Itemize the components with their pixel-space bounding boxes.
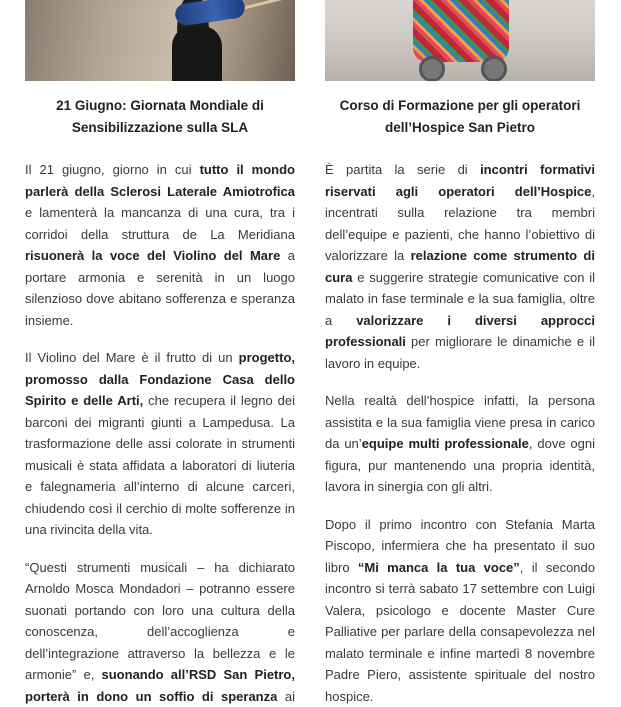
text-line [25, 412, 295, 434]
text-line [325, 159, 595, 181]
bold-text: riservati agli operatori dell’Hospice [325, 184, 591, 199]
text-line [25, 224, 295, 246]
text-line [25, 310, 295, 332]
text: e lamenterà la mancanza di una cura, tra i [25, 205, 295, 220]
title-line: Corso di Formazione per gli operatori [325, 95, 595, 117]
text: che recupera il legno dei [143, 393, 295, 408]
text: insieme. [25, 313, 73, 328]
text-line [25, 202, 295, 224]
text: libro [325, 560, 358, 575]
text: , il secondo [520, 560, 595, 575]
text: Palliative per parlare della consapevolezza nel [325, 624, 595, 639]
text-line [325, 557, 595, 579]
text-line [325, 433, 595, 455]
text: lavoro in equipe. [325, 356, 420, 371]
paragraph [25, 347, 295, 541]
text: malato in fase terminale e la sua famiglia, oltre [325, 291, 595, 306]
text-line [325, 267, 595, 289]
text: ai [277, 689, 295, 704]
text: Dopo il primo incontro con Stefania Marta [325, 517, 595, 532]
text-line [325, 245, 595, 267]
text: Padre Piero, assistente spirituale del nostro [325, 667, 595, 682]
title-line: dell’Hospice San Pietro [325, 117, 595, 139]
title-line: Sensibilizzazione sulla SLA [25, 117, 295, 139]
text-line [25, 498, 295, 520]
text: Valera, psicologo e docente Master Cure [325, 603, 595, 618]
bold-text: professionali [325, 334, 406, 349]
text: e suggerire strategie comunicative con il [352, 270, 595, 285]
paragraph [325, 159, 595, 374]
text-line [25, 245, 295, 267]
text: Il Violino del Mare è il frutto di un [25, 350, 239, 365]
text-line [25, 369, 295, 391]
text: incentrati sulla relazione tra membri [325, 205, 595, 220]
text: Il 21 giugno, giorno in cui [25, 162, 200, 177]
text-line [25, 288, 295, 310]
bold-text: suonando all’RSD San Pietro, [102, 667, 295, 682]
text-line [325, 331, 595, 353]
bold-text: incontri formativi [480, 162, 595, 177]
bold-text: relazione come strumento di [411, 248, 595, 263]
bold-text: cura [325, 270, 352, 285]
text: malato terminale e infine martedì 8 novembre [325, 646, 595, 661]
bold-text: Spirito e delle Arti, [25, 393, 143, 408]
article-right [325, 0, 595, 707]
text: suonati portando con loro una cultura della [25, 603, 295, 618]
text-line [25, 686, 295, 707]
text-line [25, 181, 295, 203]
bold-text: valorizzare i diversi approcci [356, 313, 595, 328]
text: silenzioso dove abitano sofferenza e speranza [25, 291, 295, 306]
text: È partita la serie di [325, 162, 480, 177]
text-line [325, 202, 595, 224]
bold-text: “Mi manca la tua voce” [358, 560, 520, 575]
text: armonie” e, [25, 667, 102, 682]
title-line: 21 Giugno: Giornata Mondiale di [25, 95, 295, 117]
text-line [25, 600, 295, 622]
violin-shape [174, 0, 246, 27]
text-line [25, 433, 295, 455]
text: assistita e la sua famiglia viene presa in carico [325, 415, 595, 430]
text: , [591, 184, 595, 199]
paragraph [325, 390, 595, 498]
text: incontro si terrà sabato 17 settembre con Luigi [325, 581, 595, 596]
text: Piscopo, infermiera che ha presentato il suo [325, 538, 595, 553]
text-line [25, 621, 295, 643]
text: una rivincita della vita. [25, 522, 153, 537]
text-line [325, 181, 595, 203]
text: Arnoldo Mosca Mondadori – potranno essere [25, 581, 295, 596]
text: e falegnameria all’interno di alcune carceri, [25, 479, 295, 494]
bold-text: progetto, [239, 350, 295, 365]
text: da un’ [325, 436, 362, 451]
text-line [25, 578, 295, 600]
text-line [325, 310, 595, 332]
text-line [325, 535, 595, 557]
violin-performance-photo[interactable] [25, 0, 295, 81]
text: lavora in sinergia con gli altri. [325, 479, 493, 494]
text-line [25, 159, 295, 181]
text-line [325, 288, 595, 310]
text: trasformazione delle assi colorate in strumenti [25, 436, 295, 451]
text-line [25, 519, 295, 541]
text-line [325, 390, 595, 412]
text-line [25, 643, 295, 665]
text: dell’integrazione attraverso la bellezza e le [25, 646, 295, 661]
text-line [325, 476, 595, 498]
text-line [25, 390, 295, 412]
bold-text: promosso dalla Fondazione Casa dello [25, 372, 295, 387]
text: portare armonia e serenità in un luogo [25, 270, 295, 285]
text: corridoi della struttura de La Meridiana [25, 227, 295, 242]
text: chiudendo così il cerchio di molte sofferenze in [25, 501, 295, 516]
bold-text: parlerà della Sclerosi Laterale Amiotrofica [25, 184, 295, 199]
bold-text: equipe multi professionale [362, 436, 529, 451]
text-line [325, 600, 595, 622]
bold-text: risuonerà la voce del Violino del Mare [25, 248, 280, 263]
text: musicali è stata affidata a laboratori di liuteria [25, 458, 295, 473]
text: barconi dei migranti giunti a Lampedusa. La [25, 415, 295, 430]
text: Nella realtà dell’hospice infatti, la persona [325, 393, 595, 408]
performer-shape [172, 26, 222, 81]
paragraph [25, 557, 295, 707]
text-line [325, 621, 595, 643]
colorful-art-installation-photo[interactable] [325, 0, 595, 81]
text: per migliorare le dinamiche e il [406, 334, 595, 349]
text-line [325, 224, 595, 246]
text: hospice. [325, 689, 373, 704]
text: dell’equipe e pazienti, che hanno l’obiettivo di [325, 227, 595, 242]
text-line [25, 476, 295, 498]
text: , dove ogni [529, 436, 595, 451]
text-line [25, 557, 295, 579]
bold-text: porterà in dono un soffio di speranza [25, 689, 277, 704]
article-title-sla[interactable] [25, 95, 295, 143]
text: valorizzare la [325, 248, 411, 263]
text: figura, pur mantenendo una propria identità, [325, 458, 595, 473]
text: a [280, 248, 295, 263]
wheel-shape [481, 56, 507, 81]
text-line [325, 412, 595, 434]
knitted-sculpture-shape [413, 0, 509, 62]
text-line [25, 267, 295, 289]
article-left [25, 0, 295, 707]
text-line [325, 578, 595, 600]
text: a [325, 313, 356, 328]
wheel-shape [419, 56, 445, 81]
text-line [25, 347, 295, 369]
paragraph [325, 514, 595, 707]
text-line [25, 455, 295, 477]
article-title-hospice[interactable] [325, 95, 595, 143]
bold-text: tutto il mondo [200, 162, 295, 177]
text: conoscenza, dell’accoglienza e [25, 624, 295, 639]
text: “Questi strumenti musicali – ha dichiarato [25, 560, 295, 575]
paragraph [25, 159, 295, 331]
text-line [325, 455, 595, 477]
text-line [325, 514, 595, 536]
text-line [325, 353, 595, 375]
text-line [325, 686, 595, 707]
text-line [325, 643, 595, 665]
